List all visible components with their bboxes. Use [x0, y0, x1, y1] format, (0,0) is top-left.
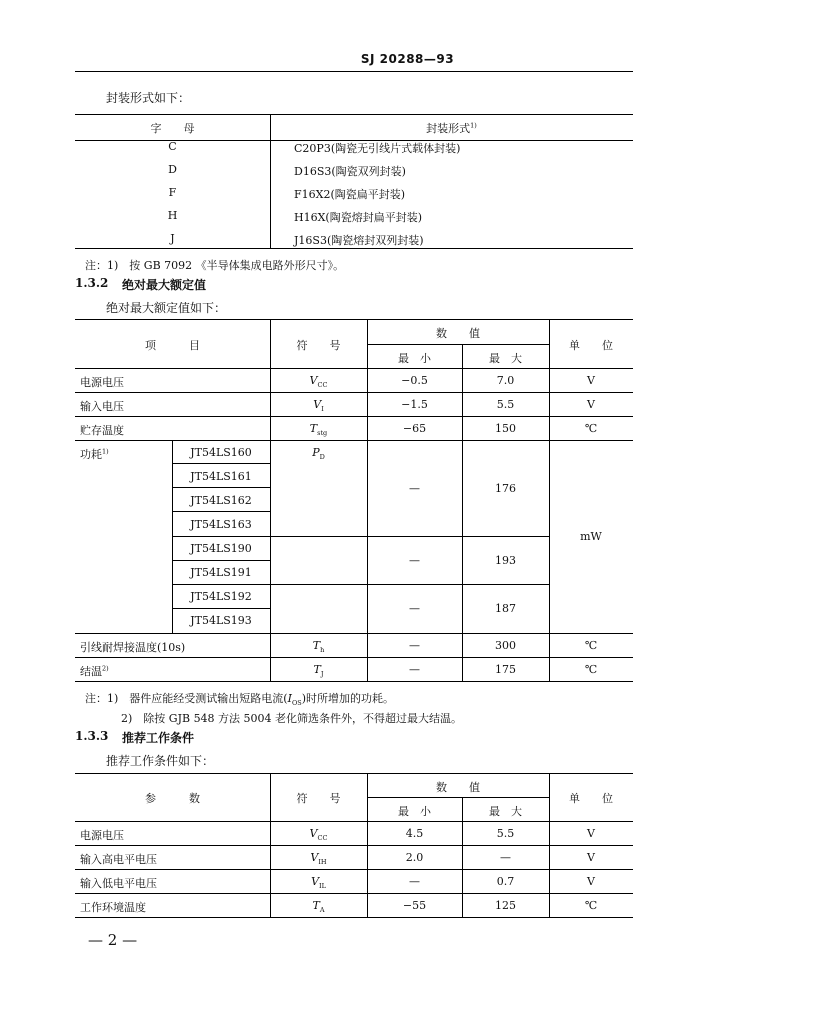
pkg-intro: 封装形式如下： [106, 91, 191, 105]
pkg-col-form-text: 封装形式 [426, 122, 471, 135]
roc-row-unit: V [587, 875, 595, 888]
sym-sub: stg [317, 429, 328, 438]
roc-h-unit: 单 位 [569, 792, 613, 805]
roc-row-symbol [270, 899, 367, 914]
pkg-row-form: J16S3(陶瓷熔封双列封装) [294, 234, 424, 247]
roc-row-symbol [270, 827, 367, 842]
amr-note-1 [85, 690, 394, 707]
roc-row-min: −55 [402, 899, 427, 912]
section-number: 1.3.3 [75, 729, 109, 743]
sym-letter: V [310, 851, 319, 864]
s133-intro: 推荐工作条件如下： [106, 754, 215, 768]
pkg-top-rule [75, 114, 633, 115]
sym-sub: IH [318, 858, 327, 867]
roc-h-symbol: 符 号 [296, 792, 341, 805]
amr-th-min: — [409, 639, 420, 652]
pkg-row-form: H16X(陶瓷熔封扁平封装) [294, 211, 423, 224]
roc-row-label: 输入低电平电压 [80, 877, 157, 890]
sym-sub: CC [317, 381, 328, 390]
roc-row-max: 5.5 [496, 827, 515, 840]
section-number: 1.3.2 [75, 276, 109, 290]
pkg-row-form: F16X2(陶瓷扁平封装) [294, 188, 406, 201]
roc-h-param: 参 数 [145, 792, 200, 805]
amr-power-g1-max: 176 [495, 482, 516, 495]
amr-tj-unit: ℃ [584, 663, 598, 676]
amr-device: JT54LS192 [190, 590, 252, 603]
pkg-row-form: D16S3(陶瓷双列封装) [294, 165, 406, 178]
roc-row-symbol [270, 851, 367, 866]
amr-power-g3-min: — [409, 602, 420, 615]
roc-row-unit: V [587, 827, 595, 840]
sym-letter: V [309, 374, 318, 387]
note1-text-a: 注：1) 器件应能经受测试输出短路电流( [85, 692, 288, 705]
amr-note-2: 2) 除按 GJB 548 方法 5004 老化筛选条件外，不得超过最大结温。 [121, 712, 463, 725]
pkg-bottom-rule [75, 248, 633, 249]
sym-letter: T [312, 899, 320, 912]
amr-vcc-label: 电源电压 [80, 376, 124, 389]
roc-h-max: 最 大 [489, 805, 522, 818]
sym-sub: I [321, 405, 324, 414]
pkg-row-letter: J [170, 232, 175, 245]
amr-device: JT54LS190 [190, 542, 252, 555]
roc-row-max: 0.7 [496, 875, 515, 888]
pkg-row-letter: C [168, 140, 177, 153]
pkg-col-letter: 字 母 [150, 122, 195, 135]
amr-tstg-label: 贮存温度 [80, 424, 124, 437]
pkg-note: 注：1) 按 GB 7092 《半导体集成电路外形尺寸》。 [85, 259, 345, 272]
amr-power-unit: mW [580, 530, 602, 543]
roc-row-label: 电源电压 [80, 829, 124, 842]
amr-device: JT54LS161 [190, 470, 252, 483]
amr-power-g3-max: 187 [495, 602, 516, 615]
sym-sub: IL [319, 882, 326, 891]
roc-row-label: 工作环境温度 [80, 901, 146, 914]
amr-h-item: 项 目 [145, 339, 200, 352]
sym-letter: V [313, 398, 322, 411]
sym-sub: J [320, 670, 324, 679]
amr-device: JT54LS191 [190, 566, 252, 579]
sym-letter: T [313, 663, 321, 676]
amr-vi-max: 5.5 [496, 398, 515, 411]
roc-h-value: 数 值 [436, 781, 480, 794]
sym-letter: V [309, 827, 318, 840]
amr-th-max: 300 [495, 639, 516, 652]
amr-power-g1-min: — [409, 482, 420, 495]
sym-sub: A [319, 906, 325, 915]
amr-vcc-symbol [270, 374, 367, 389]
amr-tj-label [80, 663, 109, 679]
dev-group-rule [172, 536, 549, 537]
tj-label-text: 结温 [80, 665, 102, 678]
pkg-col-form [270, 120, 633, 136]
pkg-row-letter: D [168, 163, 177, 176]
power-label-sup: 1) [102, 447, 109, 456]
amr-device: JT54LS162 [190, 494, 252, 507]
pkg-row-form: C20P3(陶瓷无引线片式载体封装) [294, 142, 461, 155]
amr-col-divider [462, 344, 463, 681]
amr-tj-min: — [409, 663, 420, 676]
amr-h-value: 数 值 [436, 327, 480, 340]
amr-vi-symbol [270, 398, 367, 413]
amr-vi-unit: V [587, 398, 595, 411]
section-title: 绝对最大额定值 [122, 278, 207, 292]
dev-rule [172, 608, 270, 609]
roc-bottom-rule [75, 917, 633, 918]
roc-row-max: 125 [495, 899, 516, 912]
note1-sub: OS [291, 699, 302, 708]
amr-vcc-max: 7.0 [496, 374, 515, 387]
amr-tstg-max: 150 [495, 422, 516, 435]
amr-value-split-rule [367, 344, 549, 345]
pkg-row-letter: F [168, 186, 177, 199]
amr-h-max: 最 大 [489, 352, 522, 365]
amr-vi-label: 输入电压 [80, 400, 124, 413]
amr-h-min: 最 小 [398, 352, 431, 365]
amr-vcc-unit: V [587, 374, 595, 387]
amr-tstg-symbol [270, 422, 367, 437]
amr-tj-max: 175 [495, 663, 516, 676]
amr-th-symbol [270, 639, 367, 654]
amr-th-unit: ℃ [584, 639, 598, 652]
roc-value-split-rule [367, 797, 549, 798]
sym-letter: T [312, 639, 321, 652]
dev-group-rule [172, 584, 549, 585]
sym-letter: V [311, 875, 320, 888]
sym-sub: CC [317, 834, 328, 843]
amr-power-symbol [270, 446, 367, 461]
amr-h-symbol: 符 号 [296, 339, 341, 352]
section-title: 推荐工作条件 [122, 731, 195, 745]
amr-h-unit: 单 位 [569, 339, 613, 352]
amr-power-g2-min: — [409, 554, 420, 567]
amr-bottom-rule [75, 681, 633, 682]
amr-device: JT54LS163 [190, 518, 252, 531]
roc-row-min: — [409, 875, 420, 888]
amr-th-label: 引线耐焊接温度(10s) [80, 641, 186, 654]
power-label-text: 功耗 [80, 448, 102, 461]
roc-row-max: — [500, 851, 511, 864]
amr-power-label [80, 446, 109, 462]
roc-row-unit: ℃ [584, 899, 598, 912]
amr-device: JT54LS193 [190, 614, 252, 627]
pkg-col-form-sup: 1) [470, 121, 477, 130]
amr-power-g2-max: 193 [495, 554, 516, 567]
amr-vi-min: −1.5 [401, 398, 428, 411]
sym-sub: h [320, 646, 325, 655]
header-rule [75, 71, 633, 72]
dev-rule [172, 463, 270, 464]
dev-rule [172, 487, 270, 488]
roc-row-min: 4.5 [405, 827, 424, 840]
dev-rule [172, 560, 270, 561]
amr-tstg-min: −65 [402, 422, 427, 435]
amr-vcc-min: −0.5 [401, 374, 428, 387]
dev-rule [172, 511, 270, 512]
sym-sub: D [319, 453, 325, 462]
roc-row-min: 2.0 [405, 851, 424, 864]
amr-device: JT54LS160 [190, 446, 252, 459]
amr-tj-symbol [270, 663, 367, 678]
pkg-row-letter: H [167, 209, 178, 222]
note1-symbol: I [287, 692, 292, 705]
roc-row-label: 输入高电平电压 [80, 853, 157, 866]
roc-row-symbol [270, 875, 367, 890]
doc-header: SJ 20288—93 [360, 52, 455, 66]
page-number: — 2 — [88, 931, 138, 949]
amr-dev-divider [172, 440, 173, 633]
roc-row-unit: V [587, 851, 595, 864]
sym-letter: P [312, 446, 320, 459]
sym-letter: T [309, 422, 318, 435]
s132-intro: 绝对最大额定值如下： [106, 301, 227, 315]
roc-h-min: 最 小 [398, 805, 431, 818]
note1-text-b: )时所增加的功耗。 [301, 692, 395, 705]
tj-label-sup: 2) [102, 664, 109, 673]
amr-tstg-unit: ℃ [584, 422, 598, 435]
